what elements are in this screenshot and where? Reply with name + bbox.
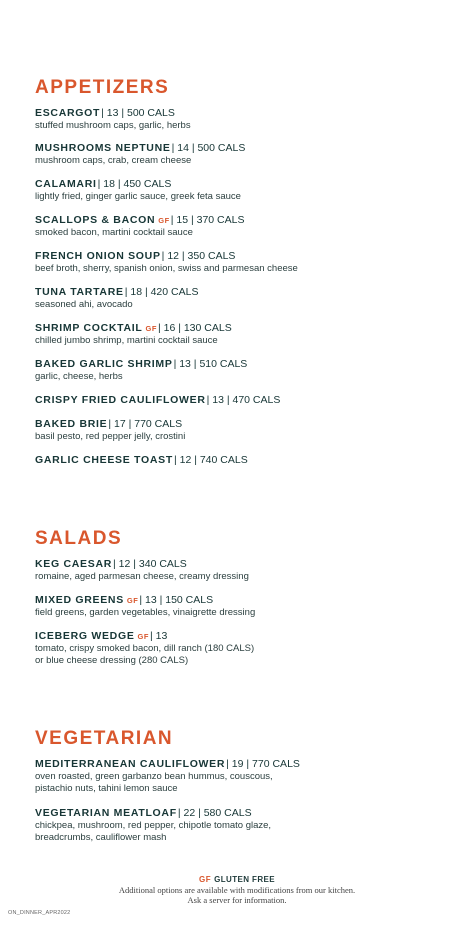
item-name: BAKED GARLIC SHRIMP: [35, 358, 173, 370]
gluten-free-badge: GF: [137, 632, 149, 641]
item-description: garlic, cheese, herbs: [35, 371, 123, 382]
item-description: tomato, crispy smoked bacon, dill ranch (180 CALS): [35, 643, 255, 654]
item-price-cals: | 17 | 770 CALS: [108, 418, 183, 430]
item-price-cals: | 12 | 740 CALS: [173, 454, 248, 466]
menu-item: [35, 630, 455, 667]
menu-item: [35, 250, 455, 275]
item-description: mushroom caps, crab, cream cheese: [35, 155, 192, 166]
footer-note: Additional options are available with modifications from our kitchen.: [118, 885, 356, 895]
gluten-free-badge: GF: [199, 875, 212, 884]
menu-item: [35, 454, 455, 467]
item-description: chickpea, mushroom, red pepper, chipotle tomato glaze,: [35, 820, 272, 831]
gluten-free-legend: [0, 874, 474, 885]
item-name: MEDITERRANEAN CAULIFLOWER: [35, 758, 226, 770]
item-price-cals: | 13 | 470 CALS: [206, 394, 281, 406]
item-name: GARLIC CHEESE TOAST: [35, 454, 173, 466]
item-description: stuffed mushroom caps, garlic, herbs: [35, 120, 191, 131]
menu-footer: [0, 874, 474, 905]
gluten-free-badge: GF: [145, 324, 157, 333]
item-description: beef broth, sherry, spanish onion, swiss and parmesan cheese: [35, 263, 298, 274]
menu-item: [35, 594, 455, 619]
item-description: basil pesto, red pepper jelly, crostini: [35, 431, 186, 442]
item-price-cals: | 22 | 580 CALS: [177, 807, 252, 819]
item-name: BAKED BRIE: [35, 418, 108, 430]
item-description: field greens, garden vegetables, vinaigrette dressing: [35, 607, 256, 618]
item-price-cals: | 14 | 500 CALS: [171, 142, 246, 154]
item-name: KEG CAESAR: [35, 558, 113, 570]
menu-item: [35, 418, 455, 443]
menu-item: [35, 178, 455, 203]
item-price-cals: | 18 | 450 CALS: [97, 178, 172, 190]
menu-item: [35, 107, 455, 132]
menu-item: [35, 142, 455, 167]
vegetarian-title: VEGETARIAN: [35, 728, 174, 749]
salads-title: SALADS: [35, 528, 123, 549]
salads-section: [35, 528, 455, 666]
item-price-cals: | 12 | 340 CALS: [113, 558, 187, 570]
item-description: pistachio nuts, tahini lemon sauce: [35, 783, 178, 794]
item-description: oven roasted, green garbanzo bean hummus, couscous,: [35, 771, 273, 782]
menu-item: [35, 322, 455, 347]
item-name: MUSHROOMS NEPTUNE: [35, 142, 171, 154]
menu-item: [35, 558, 455, 583]
item-description: lightly fried, ginger garlic sauce, greek feta sauce: [35, 191, 241, 202]
appetizers-section: [35, 77, 455, 466]
menu-item: [35, 286, 455, 311]
item-name: CRISPY FRIED CAULIFLOWER: [35, 394, 206, 406]
gluten-free-badge: GF: [126, 596, 139, 605]
menu-item: [35, 394, 455, 407]
item-price-cals: | 13 | 500 CALS: [101, 107, 175, 119]
menu-item: [35, 358, 455, 383]
menu-item: [35, 214, 455, 239]
item-name: MIXED GREENS: [35, 594, 124, 606]
item-description: romaine, aged parmesan cheese, creamy dressing: [35, 571, 249, 582]
item-description: chilled jumbo shrimp, martini cocktail sauce: [35, 335, 218, 346]
item-price-cals: | 13 | 510 CALS: [173, 358, 248, 370]
item-description: or blue cheese dressing (280 CALS): [35, 655, 189, 666]
menu-code: ON_DINNER_APR2022: [8, 910, 71, 916]
gluten-free-badge: GF: [158, 216, 170, 225]
menu-item: [35, 758, 455, 795]
item-price-cals: | 18 | 420 CALS: [124, 286, 199, 298]
menu-item: [35, 807, 455, 844]
item-price-cals: | 16 | 130 CALS: [157, 322, 232, 334]
item-name: TUNA TARTARE: [35, 286, 124, 298]
gluten-free-label: GLUTEN FREE: [214, 875, 275, 884]
appetizers-title: APPETIZERS: [35, 77, 170, 98]
item-name: FRENCH ONION SOUP: [35, 250, 161, 262]
item-description: seasoned ahi, avocado: [35, 299, 133, 310]
item-price-cals: | 13 | 150 CALS: [139, 594, 214, 606]
item-price-cals: | 12 | 350 CALS: [161, 250, 236, 262]
item-name: VEGETARIAN MEATLOAF: [35, 807, 177, 819]
item-price-cals: | 15 | 370 CALS: [170, 214, 245, 226]
item-name: CALAMARI: [35, 178, 97, 190]
item-name: SCALLOPS & BACON: [35, 214, 156, 226]
item-name: SHRIMP COCKTAIL: [35, 322, 143, 334]
item-price-cals: | 19 | 770 CALS: [226, 758, 300, 770]
item-name: ESCARGOT: [35, 107, 101, 119]
vegetarian-section: [35, 728, 455, 843]
item-name: ICEBERG WEDGE: [35, 630, 135, 642]
item-description: smoked bacon, martini cocktail sauce: [35, 227, 193, 238]
item-description: breadcrumbs, cauliflower mash: [35, 832, 167, 843]
item-price-cals: | 13: [149, 630, 168, 642]
footer-note: Ask a server for information.: [187, 895, 287, 905]
